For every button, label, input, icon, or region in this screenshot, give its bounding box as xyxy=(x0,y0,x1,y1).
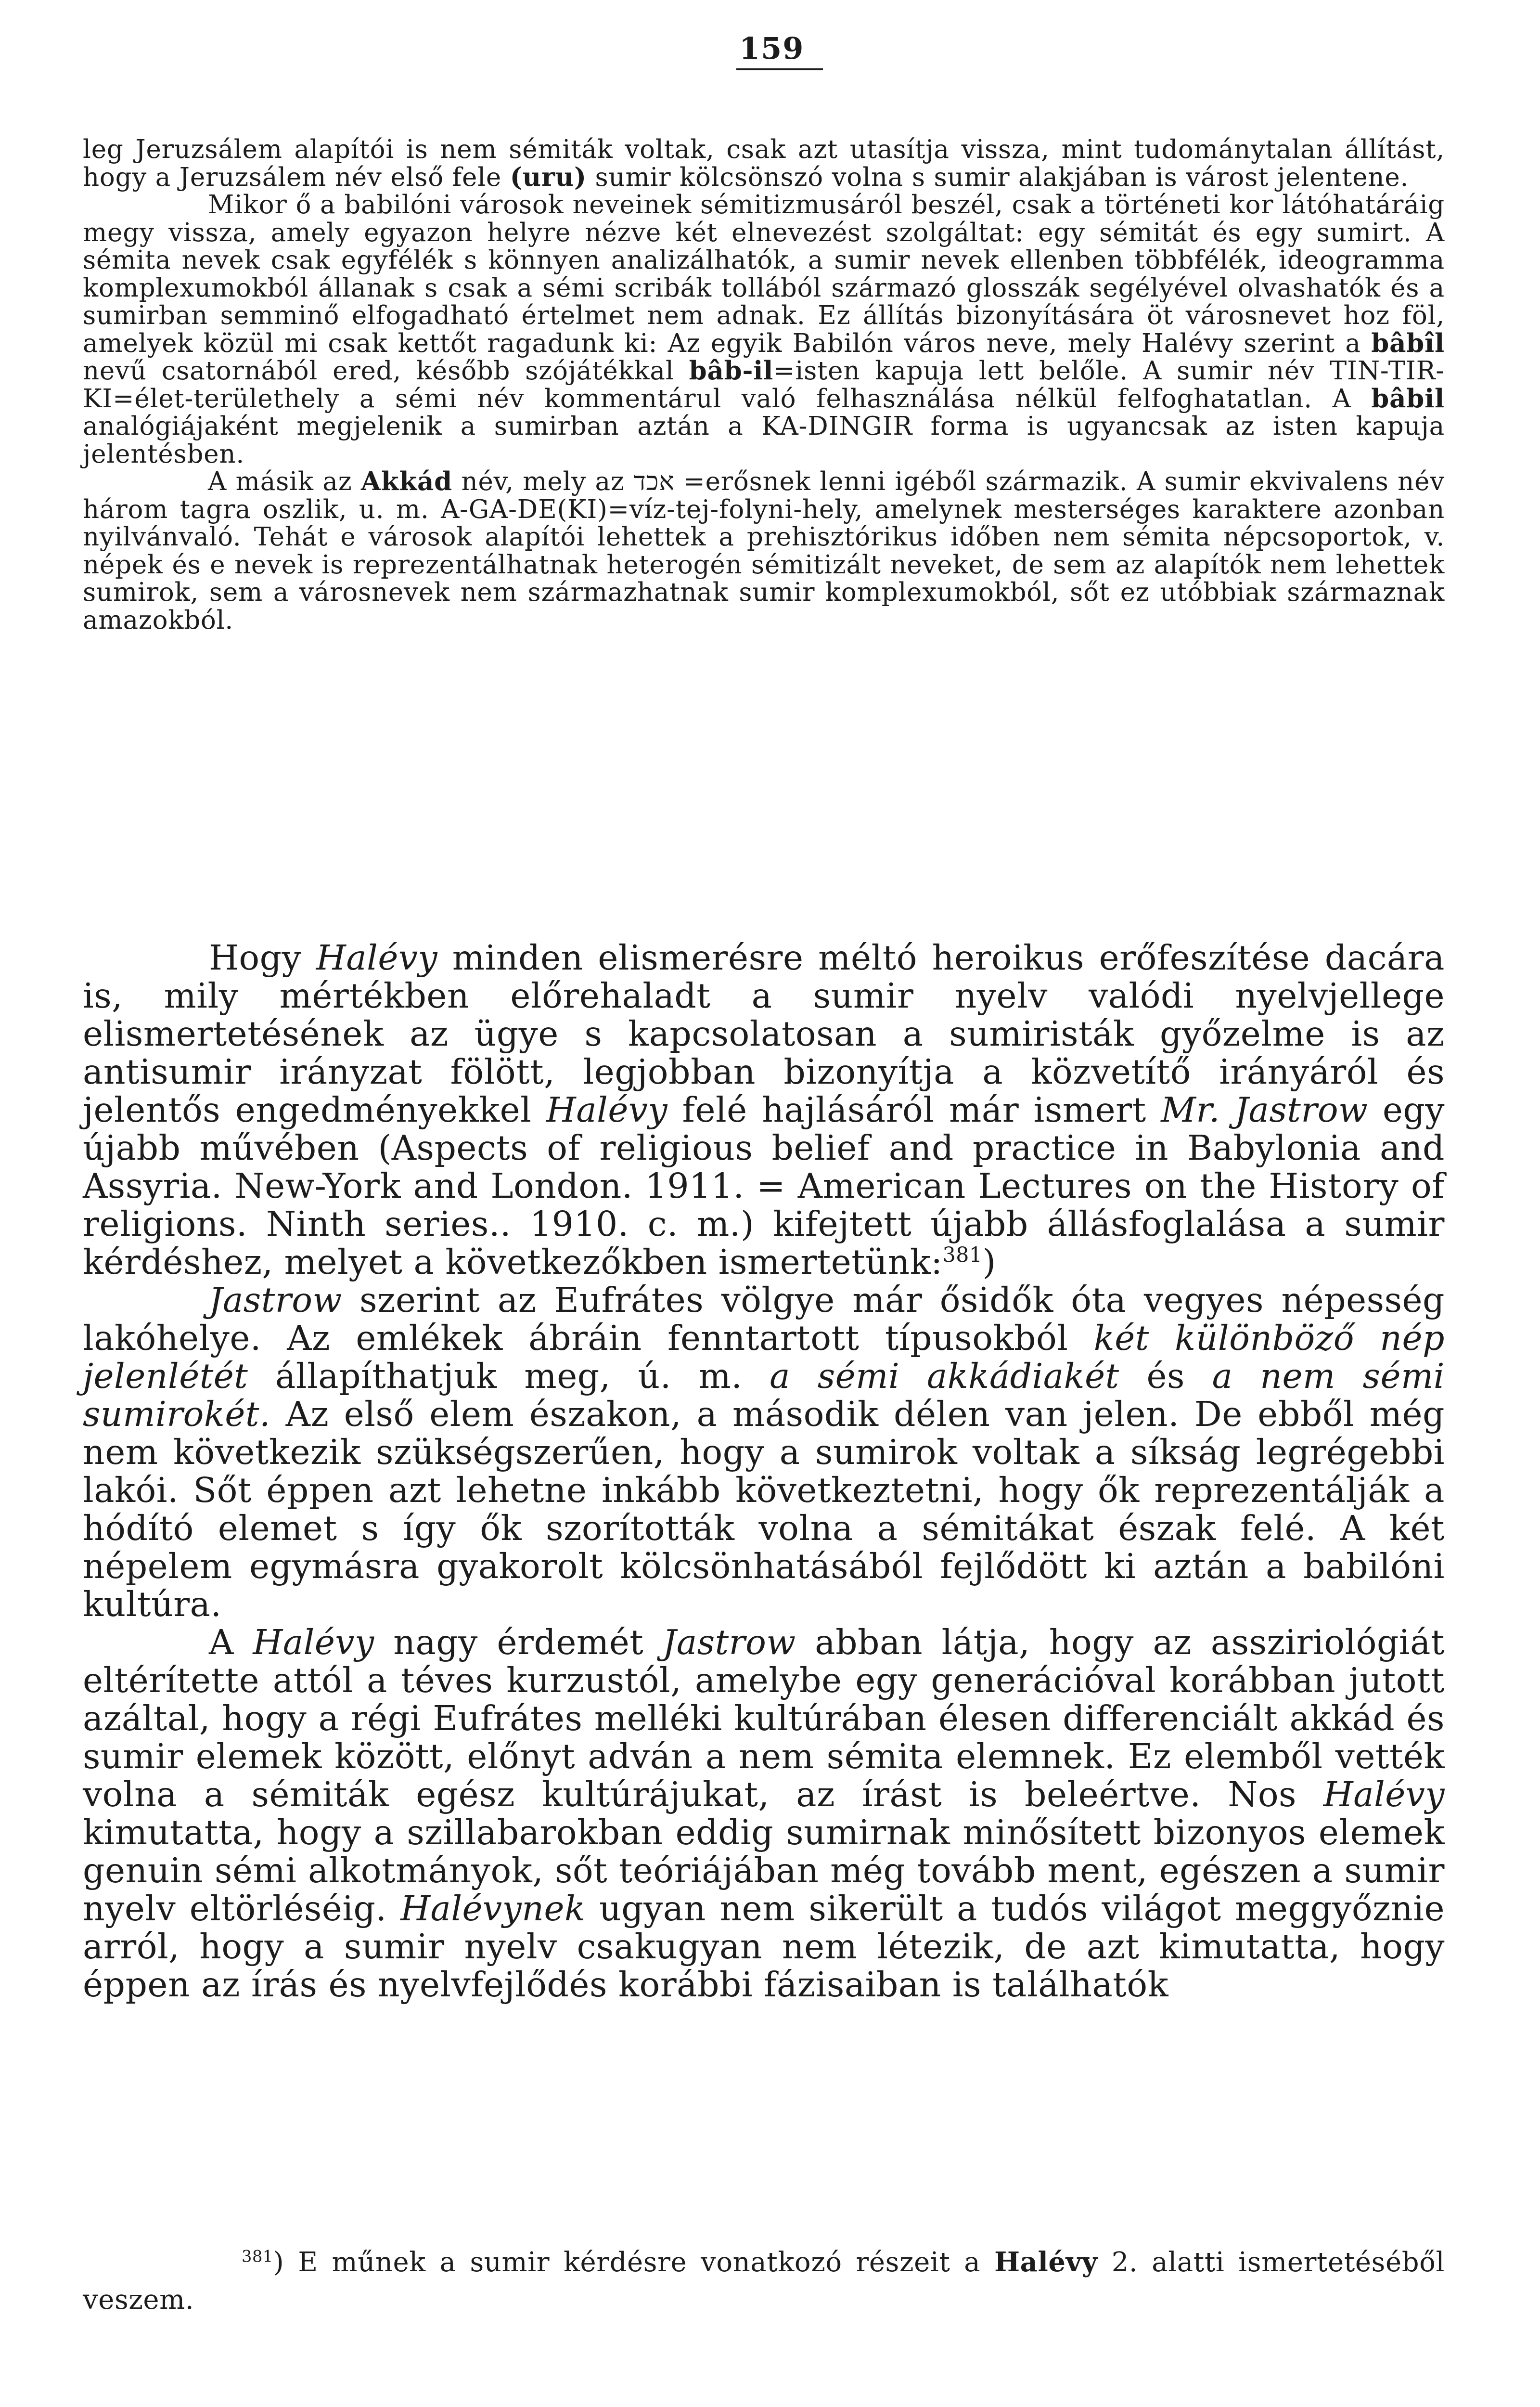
main-text-block xyxy=(83,939,1445,2004)
footnote: $^{381}$) E műnek a sumir kérdésre vonatkozó részeit a Halévy 2. alatti ismertetéséből veszem. xyxy=(83,2246,1445,2316)
page-number-rule xyxy=(736,68,823,70)
main-paragraph-1: Hogy Halévy minden elismerésre méltó heroikus erőfeszítése dacára is, mily mértékben előrehaladt a sumir nyelv valódi nyelvjellege elismertetésének az ügye s kapcsolatosan a sumiristák győzelme is az antisumir irányzat fölött, legjobban bizonyítja a közvetítő irányáról és jelentős engedményekkel Halévy felé hajlásáról már ismert Mr. Jastrow egy újabb művében (Aspects of religious belief and practice in Babylonia and Assyria. New-York and London. 1911. = American Lectures on the History of religions. Ninth series.. 1910. c. m.) kifejtett újabb állásfoglalása a sumir kérdéshez, melyet a következőkben ismertetünk:$^{381}$) xyxy=(83,938,1445,1282)
main-paragraph-2: Jastrow szerint az Eufrátes völgye már ősidők óta vegyes népesség lakóhelye. Az emlékek ábráin fenntartott típusokból két különböző nép jelenlétét állapíthatjuk meg, ú. m. a sémi akkádiakét és a nem sémi sumirokét. Az első elem északon, a második délen van jelen. De ebből még nem következik szükségszerűen, hogy a sumirok voltak a síkság legrégebbi lakói. Sőt éppen azt lehetne inkább következtetni, hogy ők reprezentálják a hódító elemet s így ők szorították volna a sémitákat észak felé. A két népelem egymásra gyakorolt kölcsönhatásából fejlődött ki aztán a babilóni kultúra. xyxy=(83,1280,1445,1624)
quoted-paragraph-1: leg Jeruzsálem alapítói is nem sémiták voltak, csak azt utasítja vissza, mint tudománytalan állítást, hogy a Jeruzsálem név első fele (uru) sumir kölcsönszó volna s sumir alakjában is várost jelentene. xyxy=(83,135,1445,192)
quoted-paragraph-2: Mikor ő a babilóni városok neveinek sémitizmusáról beszél, csak a történeti kor látóhatáráig megy vissza, amely egyazon helyre nézve két elnevezést szolgáltat: egy sémitát és egy sumirt. A sémita nevek csak egyfélék s könnyen analizálhatók, a sumir nevek ellenben többfélék, ideogramma komplexumokból állanak s csak a sémi scribák tollából származó glosszák segélyével olvashatók és a sumirban semminő elfogadható értelmet nem adnak. Ez állítás bizonyítására öt városnevet hoz föl, amelyek közül mi csak kettőt ragadunk ki: Az egyik Babilón város neve, mely Halévy szerint a bâbîl nevű csatornából ered, később szójátékkal bâb-il=isten kapuja lett belőle. A sumir név TIN-TIR-KI=élet-területhely a sémi név kommentárul való felhasználása nélkül felfoghatatlan. A bâbil analógiájaként megjelenik a sumirban aztán a KA-DINGIR forma is ugyancsak az isten kapuja jelentésben. xyxy=(83,190,1445,469)
main-paragraph-3: A Halévy nagy érdemét Jastrow abban látja, hogy az assziriológiát eltérítette attól a téves kurzustól, amelybe egy generációval korábban jutott azáltal, hogy a régi Eufrátes melléki kultúrában élesen differenciált akkád és sumir elemek között, előnyt adván a nem sémita elemnek. Ez elemből vették volna a sémiták egész kultúrájukat, az írást is beleértve. Nos Halévy kimutatta, hogy a szillabarokban eddig sumirnak minősített bizonyos elemek genuin sémi alkotmányok, sőt teóriájában még tovább ment, egészen a sumir nyelv eltörléséig. Halévynek ugyan nem sikerült a tudós világot meggyőznie arról, hogy a sumir nyelv csakugyan nem létezik, de azt kimutatta, hogy éppen az írás és nyelvfejlődés korábbi fázisaiban is találhatók xyxy=(83,1622,1445,2005)
footnote-reference: 381 xyxy=(942,1243,983,1268)
hebrew-word: אכד xyxy=(633,467,675,496)
page-number: 159 xyxy=(739,31,805,66)
quoted-text-block xyxy=(83,136,1445,634)
footnote-number: 381 xyxy=(242,2247,273,2266)
quoted-paragraph-3: A másik az Akkád név, mely az אכד =erősnek lenni igéből származik. A sumir ekvivalens név három tagra oszlik, u. m. A-GA-DE(KI)=víz-tej-folyni-hely, amelynek mesterséges karaktere azonban nyilvánvaló. Tehát e városok alapítói lehettek a prehisztórikus időben nem sémita népcsoportok, v. népek és e nevek is reprezentálhatnak heterogén sémitizált neveket, de sem az alapítók nem lehettek sumirok, sem a városnevek nem származhatnak sumir komplexumokból, sőt ez utóbbiak származnak amazokból. xyxy=(83,466,1445,635)
